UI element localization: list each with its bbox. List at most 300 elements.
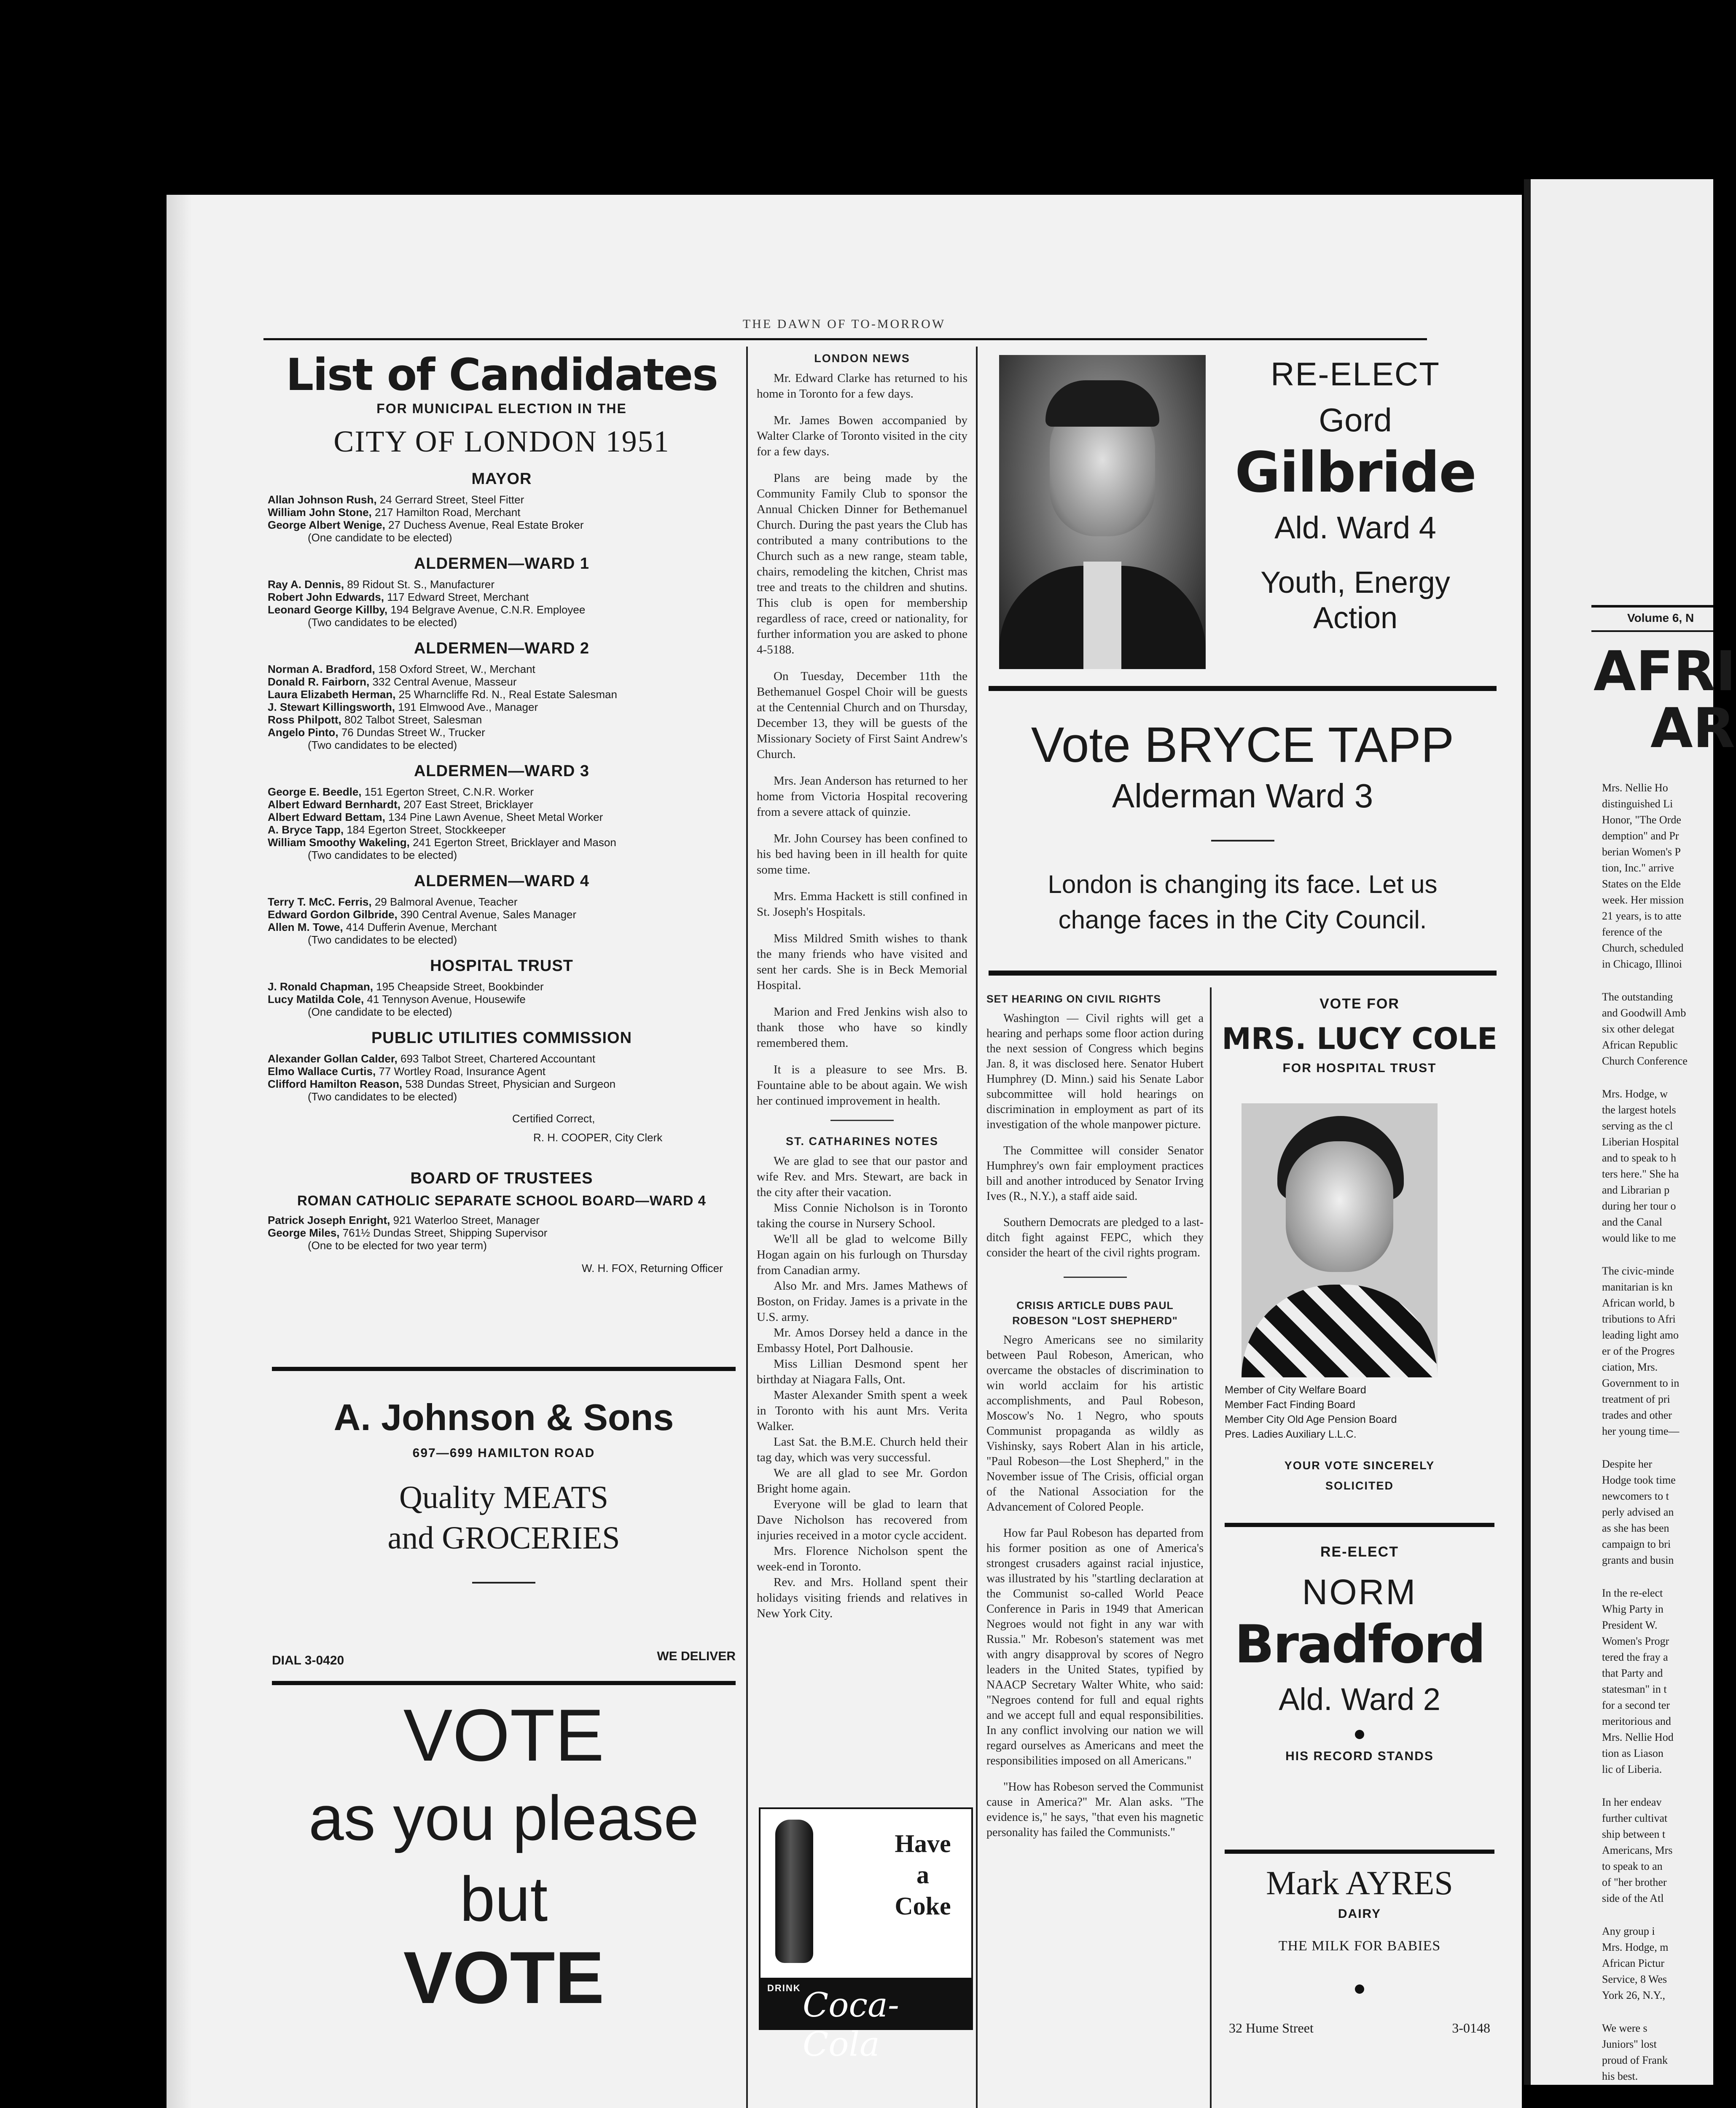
- london-news-paragraph: Mr. James Bowen accompanied by Walter Clarke of Toronto visited in the city for a few days.: [757, 414, 967, 458]
- coke-brand: Coca-Cola: [803, 1985, 899, 2064]
- next-page-paragraph: [1602, 2020, 1713, 2084]
- next-page-line: week. Her mission: [1602, 894, 1684, 906]
- gilbride-slogan1: Youth, Energy: [1260, 566, 1450, 600]
- next-page-line: Honor, "The Orde: [1602, 814, 1681, 826]
- candidate-name: J. Stewart Killingsworth,: [268, 701, 395, 713]
- ayres-bullet-dot-icon: [1355, 1984, 1364, 1994]
- cole-ad: [1220, 996, 1499, 1076]
- candidates-city: CITY OF LONDON 1951: [333, 425, 670, 458]
- candidate-entry: [268, 895, 736, 908]
- candidate-details: 158 Oxford Street, W., Merchant: [375, 663, 535, 675]
- next-page-paragraph: [1602, 1923, 1713, 2003]
- next-page-line: and to speak to h: [1602, 1152, 1677, 1164]
- st-catharines-paragraph: We'll all be glad to welcome Billy Hogan again on his furlough on Thursday from Canadian army.: [757, 1232, 967, 1277]
- next-page-rule-top: [1591, 605, 1713, 608]
- candidate-name: Angelo Pinto,: [268, 726, 339, 739]
- bradford-ward: Ald. Ward 2: [1279, 1682, 1440, 1717]
- next-page-line: 21 years, is to atte: [1602, 910, 1682, 922]
- gilbride-ward: Ald. Ward 4: [1274, 510, 1436, 545]
- candidate-name: Terry T. McC. Ferris,: [268, 895, 372, 908]
- gilbride-reelect: RE-ELECT: [1271, 355, 1440, 393]
- next-page-line: lic of Liberia.: [1602, 1763, 1662, 1775]
- ayres-phone: 3-0148: [1452, 2020, 1490, 2035]
- coke-ad: [759, 1807, 973, 2064]
- london-news-heading: LONDON NEWS: [814, 352, 910, 365]
- candidate-details: 194 Belgrave Avenue, C.N.R. Employee: [387, 603, 586, 616]
- candidate-details: 693 Talbot Street, Chartered Accountant: [397, 1052, 596, 1065]
- bradford-last: Bradford: [1234, 1614, 1485, 1675]
- candidate-name: Allan Johnson Rush,: [268, 493, 377, 506]
- candidate-name: William John Stone,: [268, 506, 372, 519]
- gilbride-ad: [1210, 355, 1501, 636]
- tapp-ad: [989, 718, 1497, 938]
- candidate-section-note: (Two candidates to be elected): [308, 933, 457, 946]
- candidate-name: A. Bryce Tapp,: [268, 823, 344, 836]
- cole-credits: [1225, 1383, 1494, 1442]
- next-page-line: newcomers to t: [1602, 1490, 1669, 1502]
- st-catharines-paragraph: Mrs. Florence Nicholson spent the week-end in Toronto.: [757, 1544, 967, 1573]
- candidate-details: 77 Wortley Road, Insurance Agent: [376, 1065, 546, 1078]
- trustees-note: (One to be elected for two year term): [308, 1239, 487, 1252]
- london-news-paragraph: It is a pleasure to see Mrs. B. Fountaine able to be about again. We wish her continued improvement in health.: [757, 1063, 967, 1108]
- candidate-entry: [268, 836, 736, 849]
- next-page-line: treatment of pri: [1602, 1393, 1670, 1405]
- next-page-line: tion, Inc." arrive: [1602, 862, 1674, 874]
- ayres-slogan: THE MILK FOR BABIES: [1278, 1938, 1441, 1954]
- next-page-line: six other delegat: [1602, 1023, 1674, 1035]
- candidate-entry: [268, 663, 736, 675]
- next-page-line: perly advised an: [1602, 1506, 1674, 1518]
- next-page-line: Women's Progr: [1602, 1635, 1669, 1647]
- bradford-record: HIS RECORD STANDS: [1285, 1749, 1434, 1763]
- coke-coke: Coke: [895, 1892, 951, 1920]
- cole-credit-line: Member City Old Age Pension Board: [1225, 1414, 1397, 1425]
- cole-support2: SOLICITED: [1325, 1479, 1394, 1492]
- cole-credit-line: Pres. Ladies Auxiliary L.L.C.: [1225, 1428, 1357, 1440]
- st-catharines-paragraph: Miss Lillian Desmond spent her birthday at Niagara Falls, Ont.: [757, 1357, 967, 1386]
- candidate-name: Leonard George Killby,: [268, 603, 388, 616]
- candidate-section-title: ALDERMEN—WARD 2: [414, 640, 590, 657]
- candidate-entry: [268, 591, 736, 603]
- newspaper-page: [167, 195, 1522, 2108]
- column-rule-1: [746, 347, 748, 2108]
- cole-support1: YOUR VOTE SINCERELY: [1284, 1459, 1435, 1472]
- next-page-line: grants and busin: [1602, 1554, 1674, 1566]
- candidate-entry: [268, 1214, 736, 1226]
- next-page-line: side of the Atl: [1602, 1892, 1664, 1904]
- next-page-line: tion as Liason: [1602, 1747, 1663, 1759]
- running-head: THE DAWN OF TO-MORROW: [742, 317, 946, 331]
- next-page-line: ship between t: [1602, 1828, 1666, 1840]
- cole-credit-line: Member Fact Finding Board: [1225, 1399, 1355, 1411]
- candidate-details: 241 Egerton Street, Bricklayer and Mason: [409, 836, 616, 849]
- next-page-line: in Chicago, Illinoi: [1602, 958, 1682, 970]
- next-page-line: serving as the cl: [1602, 1120, 1673, 1132]
- coke-drink: DRINK: [767, 1983, 801, 1993]
- next-page-line: York 26, N.Y.,: [1602, 1989, 1666, 2001]
- tapp-tagline1: London is changing its face. Let us: [1048, 870, 1438, 898]
- candidates-subtitle: FOR MUNICIPAL ELECTION IN THE: [376, 401, 627, 416]
- johnson-line1: Quality MEATS: [399, 1480, 609, 1515]
- coke-banner: [761, 1978, 971, 2064]
- candidate-entry: [268, 713, 736, 726]
- candidates-list: [268, 351, 736, 1275]
- trustees-subtitle: ROMAN CATHOLIC SEPARATE SCHOOL BOARD—WARD 4: [297, 1193, 707, 1208]
- next-page-line: Government to in: [1602, 1377, 1680, 1389]
- next-page-line: Mrs. Nellie Ho: [1602, 782, 1668, 794]
- candidate-details: 332 Central Avenue, Masseur: [369, 675, 517, 688]
- st-catharines-paragraph: Last Sat. the B.M.E. Church held their tag day, which was very successful.: [757, 1435, 967, 1464]
- ayres-dairy: DAIRY: [1338, 1907, 1381, 1921]
- gilbride-shirt: [1083, 562, 1121, 669]
- candidate-entry: [268, 785, 736, 798]
- next-page-line: that Party and: [1602, 1667, 1663, 1679]
- next-page-line: African Pictur: [1602, 1957, 1665, 1969]
- next-page-line: ters here." She ha: [1602, 1168, 1679, 1180]
- next-page-line: tered the fray a: [1602, 1651, 1668, 1663]
- candidate-section-note: (One candidate to be elected): [308, 1006, 452, 1018]
- candidate-details: 24 Gerrard Street, Steel Fitter: [376, 493, 524, 506]
- next-page-line: Church Conference: [1602, 1055, 1688, 1067]
- ayres-ad: [1220, 1862, 1499, 2035]
- next-page-paragraph: [1602, 1794, 1713, 1906]
- candidate-entry: [268, 1052, 736, 1065]
- coke-bottle-icon: [775, 1820, 813, 1963]
- next-page-line: leading light amo: [1602, 1329, 1679, 1341]
- candidate-details: 27 Duchess Avenue, Real Estate Broker: [385, 519, 584, 531]
- candidate-details: 195 Cheapside Street, Bookbinder: [373, 980, 544, 993]
- london-news-paragraph: Marion and Fred Jenkins wish also to thank those who have so kindly remembered them.: [757, 1005, 967, 1050]
- next-page-line: Liberian Hospital: [1602, 1136, 1679, 1148]
- next-page-line: proud of Frank: [1602, 2054, 1668, 2066]
- vote-ad: [272, 1696, 736, 2018]
- candidate-name: Donald R. Fairborn,: [268, 675, 370, 688]
- gilbride-slogan2: Action: [1313, 601, 1398, 635]
- johnson-name: A. Johnson & Sons: [333, 1396, 674, 1438]
- next-page-line: Hodge took time: [1602, 1474, 1676, 1486]
- johnson-short-rule: [472, 1582, 535, 1584]
- candidate-details: 414 Dufferin Avenue, Merchant: [343, 921, 497, 933]
- next-page-volume: Volume 6, N: [1627, 611, 1694, 624]
- candidate-entry: [268, 688, 736, 701]
- next-page-line: ference of the: [1602, 926, 1662, 938]
- candidate-name: Albert Edward Bettam,: [268, 811, 385, 823]
- next-page-line: African world, b: [1602, 1297, 1675, 1309]
- gilbride-first: Gord: [1319, 401, 1392, 438]
- next-page-line: Service, 8 Wes: [1602, 1973, 1667, 1985]
- civil-rights-heading: SET HEARING ON CIVIL RIGHTS: [986, 993, 1161, 1005]
- next-page-line: States on the Elde: [1602, 878, 1681, 890]
- next-page-paragraph: [1602, 1263, 1713, 1439]
- next-page-line: er of the Progres: [1602, 1345, 1675, 1357]
- st-catharines-paragraph: We are glad to see that our pastor and wife Rev. and Mrs. Stewart, are back in the city after their vacation.: [757, 1154, 967, 1199]
- candidate-section-title: ALDERMEN—WARD 4: [414, 872, 590, 890]
- next-page-line: The civic-minde: [1602, 1265, 1674, 1277]
- candidate-details: 184 Egerton Street, Stockkeeper: [344, 823, 506, 836]
- candidates-title: List of Candidates: [285, 349, 718, 401]
- candidate-entry: [268, 980, 736, 993]
- candidate-entry: [268, 993, 736, 1006]
- cole-credit-list: [1225, 1383, 1494, 1442]
- candidate-entry: [268, 603, 736, 616]
- candidate-name: Ross Philpott,: [268, 713, 341, 726]
- ayres-address: 32 Hume Street: [1229, 2020, 1314, 2035]
- rule-vote-top: [272, 1681, 736, 1685]
- candidate-name: George E. Beedle,: [268, 785, 362, 798]
- candidate-details: 76 Dundas Street W., Trucker: [338, 726, 485, 739]
- next-page-line: African Republic: [1602, 1039, 1678, 1051]
- next-page-line: the largest hotels: [1602, 1104, 1676, 1116]
- london-news-paragraph: Mr. John Coursey has been confined to his bed having been in ill health for quite some time.: [757, 832, 967, 877]
- cole-name: MRS. LUCY COLE: [1222, 1022, 1497, 1056]
- next-page-line: Mrs. Hodge, m: [1602, 1941, 1669, 1953]
- candidate-name: Elmo Wallace Curtis,: [268, 1065, 376, 1078]
- next-page-line: demption" and Pr: [1602, 830, 1679, 842]
- london-news-paragraph: Mrs. Emma Hackett is still confined in St. Joseph's Hospitals.: [757, 890, 967, 919]
- candidate-entry: [268, 811, 736, 823]
- candidate-details: 217 Hamilton Road, Merchant: [371, 506, 521, 519]
- rule-ayres-top: [1225, 1850, 1494, 1854]
- rule-tapp-bottom: [989, 971, 1497, 976]
- johnson-address: 697—699 HAMILTON ROAD: [412, 1446, 595, 1460]
- bradford-reelect: RE-ELECT: [1320, 1544, 1399, 1560]
- candidate-entry: [268, 908, 736, 921]
- cole-photo: [1242, 1103, 1438, 1377]
- st-catharines-heading: ST. CATHARINES NOTES: [785, 1135, 939, 1148]
- next-page-line: her young time—: [1602, 1425, 1680, 1437]
- next-page: [1524, 179, 1736, 2085]
- candidate-entry: [268, 578, 736, 591]
- rule-johnson-top: [272, 1367, 736, 1371]
- next-page-line: campaign to bri: [1602, 1538, 1671, 1550]
- candidate-details: 921 Waterloo Street, Manager: [390, 1214, 540, 1226]
- candidate-section-title: MAYOR: [471, 470, 532, 488]
- next-page-line: and Goodwill Amb: [1602, 1007, 1686, 1019]
- candidate-details: 207 East Street, Bricklayer: [400, 798, 533, 811]
- london-news-paragraph: Mrs. Jean Anderson has returned to her home from Victoria Hospital recovering from a severe attack of quinzie.: [757, 774, 967, 819]
- johnson-ad: [272, 1396, 736, 1667]
- next-page-headline2: AR: [1650, 696, 1735, 760]
- candidate-entry: [268, 701, 736, 713]
- column-rule-3: [1210, 987, 1212, 2108]
- st-catharines-paragraph: Also Mr. and Mrs. James Mathews of Boston, on Friday. James is a private in the U.S. army.: [757, 1279, 967, 1324]
- candidate-details: 134 Pine Lawn Avenue, Sheet Metal Worker: [385, 811, 603, 823]
- candidate-name: William Smoothy Wakeling,: [268, 836, 410, 849]
- robeson-heading2: ROBESON "LOST SHEPHERD": [1012, 1315, 1178, 1327]
- st-catharines-paragraph: Master Alexander Smith spent a week in Toronto with his aunt Mrs. Verita Walker.: [757, 1388, 967, 1433]
- candidate-details: 390 Central Avenue, Sales Manager: [397, 908, 577, 921]
- next-page-line: manitarian is kn: [1602, 1281, 1673, 1293]
- next-page-paragraph: [1602, 1456, 1713, 1568]
- london-news-column: [757, 351, 967, 1621]
- civil-rights-column: [986, 992, 1204, 1851]
- johnson-dial: DIAL 3-0420: [272, 1654, 344, 1667]
- gilbride-hair: [1045, 380, 1159, 427]
- news-divider: [830, 1120, 894, 1121]
- next-page-line: Despite her: [1602, 1458, 1653, 1470]
- candidate-section-note: (Two candidates to be elected): [308, 849, 457, 861]
- column-rule-2: [976, 347, 978, 2108]
- civil-divider: [1064, 1277, 1127, 1278]
- candidate-name: Alexander Gollan Calder,: [268, 1052, 398, 1065]
- candidate-entry: [268, 1065, 736, 1078]
- candidate-entry: [268, 519, 736, 531]
- candidate-name: Norman A. Bradford,: [268, 663, 375, 675]
- candidate-name: Robert John Edwards,: [268, 591, 384, 603]
- next-page-line: his best.: [1602, 2070, 1638, 2082]
- london-news-paragraph: Plans are being made by the Community Family Club to sponsor the Annual Chicken Dinner for Bethemanuel Church. During the past years the Club has contributed a many contributions to the Church such as a new range, steam table, chairs, remodeling the kitchen, Christ mas tree and treats to the children and shutins. This club is open for membership regardless of race, creed or nationality, for further information you are asked to phone 4-5188.: [757, 471, 967, 656]
- candidate-name: George Miles,: [268, 1226, 340, 1239]
- next-page-line: We were s: [1602, 2022, 1647, 2034]
- candidate-entry: [268, 823, 736, 836]
- next-page-line: In the re-elect: [1602, 1587, 1663, 1599]
- trustees-list: [268, 1214, 736, 1239]
- candidate-entry: [268, 493, 736, 506]
- candidate-section-note: (One candidate to be elected): [308, 531, 452, 544]
- candidate-entry: [268, 675, 736, 688]
- civil-rights-body: [986, 1011, 1204, 1261]
- robeson-paragraph: Negro Americans see no similarity between Paul Robeson, American, who overcame the obstacles of discrimination to win world acclaim for his artistic accomplishments, and Paul Robeson, Moscow's No. 1 Negro, who spouts Communist propaganda as wildly as Vishinsky, says Robert Alan in his article, "Paul Robeson—the Lost Shepherd," in the November issue of The Crisis, official organ of the National Association for the Advancement of Colored People.: [986, 1334, 1204, 1514]
- candidate-name: Ray A. Dennis,: [268, 578, 344, 591]
- candidate-section-title: ALDERMEN—WARD 1: [414, 555, 590, 573]
- next-page-line: statesman" in t: [1602, 1683, 1667, 1695]
- next-page-body: [1602, 780, 1713, 2101]
- bradford-first: NORM: [1302, 1572, 1417, 1612]
- coke-slogan: [883, 1828, 963, 1922]
- candidate-name: Lucy Matilda Cole,: [268, 993, 364, 1006]
- cole-for: FOR HOSPITAL TRUST: [1282, 1061, 1437, 1075]
- ayres-name: Mark AYRES: [1266, 1865, 1453, 1902]
- candidate-name: Laura Elizabeth Herman,: [268, 688, 396, 701]
- next-page-line: during her tour o: [1602, 1200, 1676, 1212]
- london-news-paragraph: Mr. Edward Clarke has returned to his home in Toronto for a few days.: [757, 371, 967, 401]
- civil-rights-paragraph: Washington — Civil rights will get a hearing and perhaps some floor action during the next session of Congress which begins Jan. 8, it was disclosed here. Senator Hubert Humphrey (D. Minn.) said his Senate Labor subcommittee will hold hearings on discrimination in employment as part of its investigation of the whole manpower picture.: [986, 1012, 1204, 1131]
- candidate-details: 29 Balmoral Avenue, Teacher: [371, 895, 518, 908]
- st-catharines-body: [757, 1153, 967, 1621]
- vote-line2: as you please: [309, 1783, 699, 1853]
- london-news-paragraph: On Tuesday, December 11th the Bethemanuel Gospel Choir will be guests at the Centennial Church and on Thursday, December 13, they will be guests of the Missionary Society of First Saint Andrew's Church.: [757, 670, 967, 761]
- st-catharines-paragraph: Miss Connie Nicholson is in Toronto taking the course in Nursery School.: [757, 1201, 967, 1230]
- bullet-dot-icon: [1355, 1730, 1364, 1739]
- next-page-line: and the Canal: [1602, 1216, 1662, 1228]
- next-page-line: would like to me: [1602, 1232, 1676, 1244]
- next-page-line: Whig Party in: [1602, 1603, 1663, 1615]
- candidate-details: 89 Ridout St. S., Manufacturer: [344, 578, 495, 591]
- tapp-line2: Alderman Ward 3: [1112, 777, 1373, 815]
- civil-rights-paragraph: The Committee will consider Senator Humphrey's own fair employment practices bill and another introduced by Senator Irving Ives (R., N.Y.), a staff aide said.: [986, 1144, 1204, 1203]
- page-fold-shadow: [167, 195, 192, 2108]
- coke-a: a: [916, 1861, 929, 1889]
- candidate-details: 802 Talbot Street, Salesman: [341, 713, 482, 726]
- vote-line1: VOTE: [403, 1694, 605, 1777]
- candidate-entry: [268, 921, 736, 933]
- next-page-line: further cultivat: [1602, 1812, 1668, 1824]
- next-page-line: trades and other: [1602, 1409, 1672, 1421]
- next-page-line: President W.: [1602, 1619, 1658, 1631]
- rule-tapp-top: [989, 686, 1497, 691]
- next-page-line: Juniors" lost: [1602, 2038, 1657, 2050]
- st-catharines-paragraph: Everyone will be glad to learn that Dave Nicholson has recovered from injuries received in a motor cycle accident.: [757, 1498, 967, 1542]
- next-page-line: Mrs. Hodge, w: [1602, 1088, 1668, 1100]
- next-page-line: Any group i: [1602, 1925, 1655, 1937]
- candidate-entry: [268, 726, 736, 739]
- next-page-line: In her endeav: [1602, 1796, 1662, 1808]
- header-rule: [263, 338, 1427, 340]
- candidate-section-note: (Two candidates to be elected): [308, 616, 457, 629]
- bradford-ad: [1220, 1544, 1499, 1764]
- next-page-headline1: AFRI: [1594, 639, 1736, 703]
- candidates-sections: [268, 470, 736, 1103]
- candidate-section-note: (Two candidates to be elected): [308, 1090, 457, 1103]
- next-page-line: distinguished Li: [1602, 798, 1673, 810]
- gilbride-photo: [999, 355, 1206, 669]
- next-page-paragraph: [1602, 1086, 1713, 1246]
- tapp-tagline2: change faces in the City Council.: [1058, 906, 1427, 934]
- next-page-line: and Librarian p: [1602, 1184, 1670, 1196]
- candidate-section-title: PUBLIC UTILITIES COMMISSION: [371, 1029, 632, 1047]
- cole-support: [1220, 1455, 1499, 1496]
- next-page-line: for a second ter: [1602, 1699, 1670, 1711]
- candidate-details: 151 Egerton Street, C.N.R. Worker: [361, 785, 534, 798]
- candidate-section-title: ALDERMEN—WARD 3: [414, 762, 590, 780]
- candidate-name: George Albert Wenige,: [268, 519, 385, 531]
- next-page-line: Americans, Mrs: [1602, 1844, 1673, 1856]
- tapp-short-rule: [1211, 840, 1274, 842]
- trustees-title: BOARD OF TRUSTEES: [410, 1170, 593, 1187]
- next-page-paragraph: [1602, 1585, 1713, 1777]
- candidate-section-note: (Two candidates to be elected): [308, 739, 457, 751]
- st-catharines-paragraph: Rev. and Mrs. Holland spent their holidays visiting friends and relatives in New York City.: [757, 1576, 967, 1620]
- candidate-details: 761½ Dundas Street, Shipping Supervisor: [339, 1226, 548, 1239]
- robeson-paragraph: How far Paul Robeson has departed from his former position as one of America's strongest crusaders against racial injustice, was illustrated by his "startling declaration at the Communist so-called World Peace Conference in Paris in 1949 that American Negroes would not fight in any war with Russia." Mr. Robeson's statement was met with angry disapproval by scores of Negro leaders in the United States, typified by NAACP Secretary Walter White, who said: "Negroes contend for full and equal rights and we accept full and equal responsibilities. In any conflict involving our nation we will regard ourselves as Americans and meet the responsibilities imposed on all Americans.": [986, 1527, 1204, 1767]
- candidate-name: Patrick Joseph Enright,: [268, 1214, 390, 1226]
- next-page-edge: [1524, 179, 1531, 2085]
- next-page-line: berian Women's P: [1602, 846, 1681, 858]
- candidate-name: Clifford Hamilton Reason,: [268, 1078, 403, 1090]
- vote-line4: VOTE: [403, 1937, 605, 2019]
- next-page-line: as she has been: [1602, 1522, 1669, 1534]
- next-page-paragraph: [1602, 780, 1713, 972]
- candidate-details: 25 Wharncliffe Rd. N., Real Estate Salesman: [395, 688, 617, 701]
- coke-have: Have: [895, 1830, 951, 1858]
- cole-vote-for: VOTE FOR: [1319, 996, 1400, 1012]
- vote-line3: but: [460, 1863, 548, 1934]
- candidate-entry: [268, 506, 736, 519]
- candidate-name: Edward Gordon Gilbride,: [268, 908, 398, 921]
- next-page-line: of "her brother: [1602, 1876, 1667, 1888]
- st-catharines-paragraph: Mr. Amos Dorsey held a dance in the Embassy Hotel, Port Dalhousie.: [757, 1326, 967, 1355]
- next-page-paragraph: [1602, 989, 1713, 1069]
- candidate-name: Allen M. Towe,: [268, 921, 343, 933]
- candidate-entry: [268, 1226, 736, 1239]
- next-page-line: meritorious and: [1602, 1715, 1671, 1727]
- next-page-line: Mrs. Nellie Hod: [1602, 1731, 1674, 1743]
- london-news-body: [757, 371, 967, 1109]
- civil-rights-paragraph: Southern Democrats are pledged to a last-ditch fight against FEPC, which they consider the heart of the civil rights program.: [986, 1216, 1204, 1259]
- candidate-details: 191 Elmwood Ave., Manager: [395, 701, 538, 713]
- candidate-name: Albert Edward Bernhardt,: [268, 798, 400, 811]
- tapp-line1: Vote BRYCE TAPP: [1031, 717, 1454, 773]
- rule-bradford-top: [1225, 1523, 1494, 1527]
- johnson-deliver: WE DELIVER: [657, 1649, 736, 1663]
- robeson-paragraph: "How has Robeson served the Communist cause in America?" Mr. Alan asks. "The evidence is," he says, "that even his magnetic personality has failed the Communists.": [986, 1780, 1204, 1839]
- next-page-line: tributions to Afri: [1602, 1313, 1676, 1325]
- next-page-line: The outstanding: [1602, 991, 1673, 1003]
- candidate-details: 117 Edward Street, Merchant: [384, 591, 529, 603]
- candidate-entry: [268, 798, 736, 811]
- cole-credit-line: Member of City Welfare Board: [1225, 1384, 1366, 1396]
- next-page-line: ciation, Mrs.: [1602, 1361, 1658, 1373]
